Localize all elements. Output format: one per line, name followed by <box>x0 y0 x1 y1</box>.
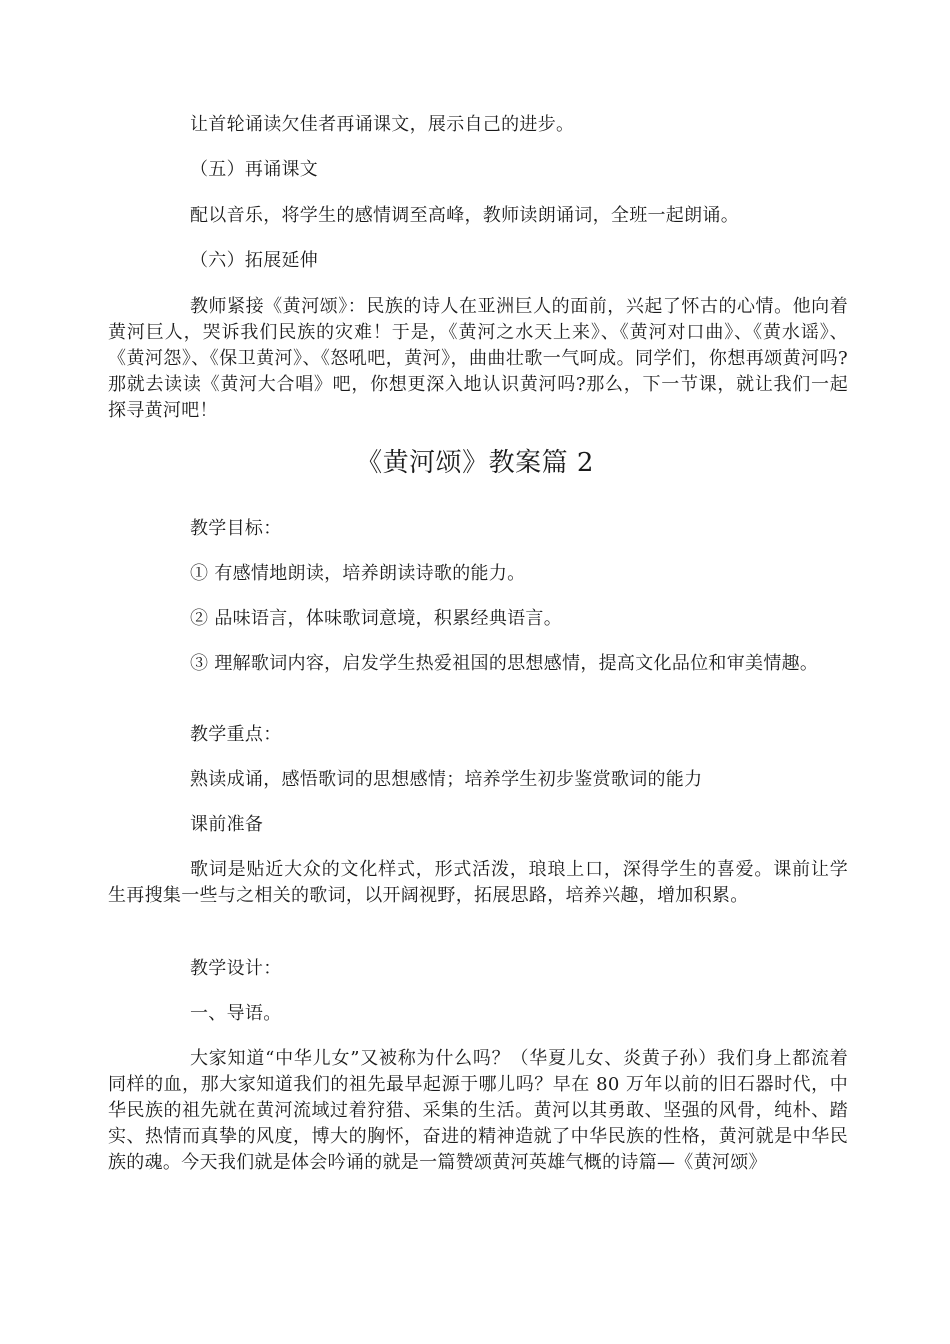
design-label: 教学设计： <box>190 958 282 979</box>
goals-label: 教学目标： <box>190 518 282 539</box>
focus-label: 教学重点： <box>190 724 282 745</box>
lesson-title: 《黄河颂》教案篇 2 <box>356 448 594 478</box>
focus-text: 熟读成诵，感悟歌词的思想感情；培养学生初步鉴赏歌词的能力 <box>190 769 703 790</box>
paragraph-extension: 教师紧接《黄河颂》：民族的诗人在亚洲巨人的面前，兴起了怀古的心情。他向着黄河巨人，哭诉我们民族的灾难！于是，《黄河之水天上来》、《黄河对口曲》、《黄水谣》、《黄河怨》、《保卫黄河》、《怒吼吧，黄河》，曲曲壮歌一气呵成。同学们，你想再颂黄河吗?那就去读读《黄河大合唱》吧，你想更深入地认识黄河吗?那么，下一节课，就让我们一起探寻黄河吧！ <box>108 296 848 421</box>
prep-text: 歌词是贴近大众的文化样式，形式活泼，琅琅上口，深得学生的喜爱。课前让学生再搜集一些与之相关的歌词，以开阔视野，拓展思路，培养兴趣，增加积累。 <box>108 859 848 906</box>
goal-item-3: ③ 理解歌词内容，启发学生热爱祖国的思想感情，提高文化品位和审美情趣。 <box>190 653 819 674</box>
intro-label: 一、导语。 <box>190 1003 282 1024</box>
intro-text: 大家知道“中华儿女”又被称为什么吗？（华夏儿女、炎黄子孙）我们身上都流着同样的血，那大家知道我们的祖先最早起源于哪儿吗？早在 80 万年以前的旧石器时代，中华民族的祖先就在黄河流域过着狩猎、采集的生活。黄河以其勇敢、坚强的风骨，纯朴、踏实、热情而真挚的风度，博大的胸怀，奋进的精神造就了中华民族的性格，黄河就是中华民族的魂。今天我们就是体会吟诵的就是一篇赞颂黄河英雄气概的诗篇—《黄河颂》 <box>108 1048 848 1173</box>
section-heading-6: （六）拓展延伸 <box>190 250 319 271</box>
paragraph-music: 配以音乐，将学生的感情调至高峰，教师读朗诵词，全班一起朗诵。 <box>190 205 739 226</box>
goal-item-2: ② 品味语言，体味歌词意境，积累经典语言。 <box>190 608 563 629</box>
section-heading-5: （五）再诵课文 <box>190 159 319 180</box>
goal-item-1: ① 有感情地朗读，培养朗读诗歌的能力。 <box>190 563 526 584</box>
paragraph-reread: 让首轮诵读欠佳者再诵课文，展示自己的进步。 <box>190 114 575 135</box>
prep-label: 课前准备 <box>190 814 264 835</box>
